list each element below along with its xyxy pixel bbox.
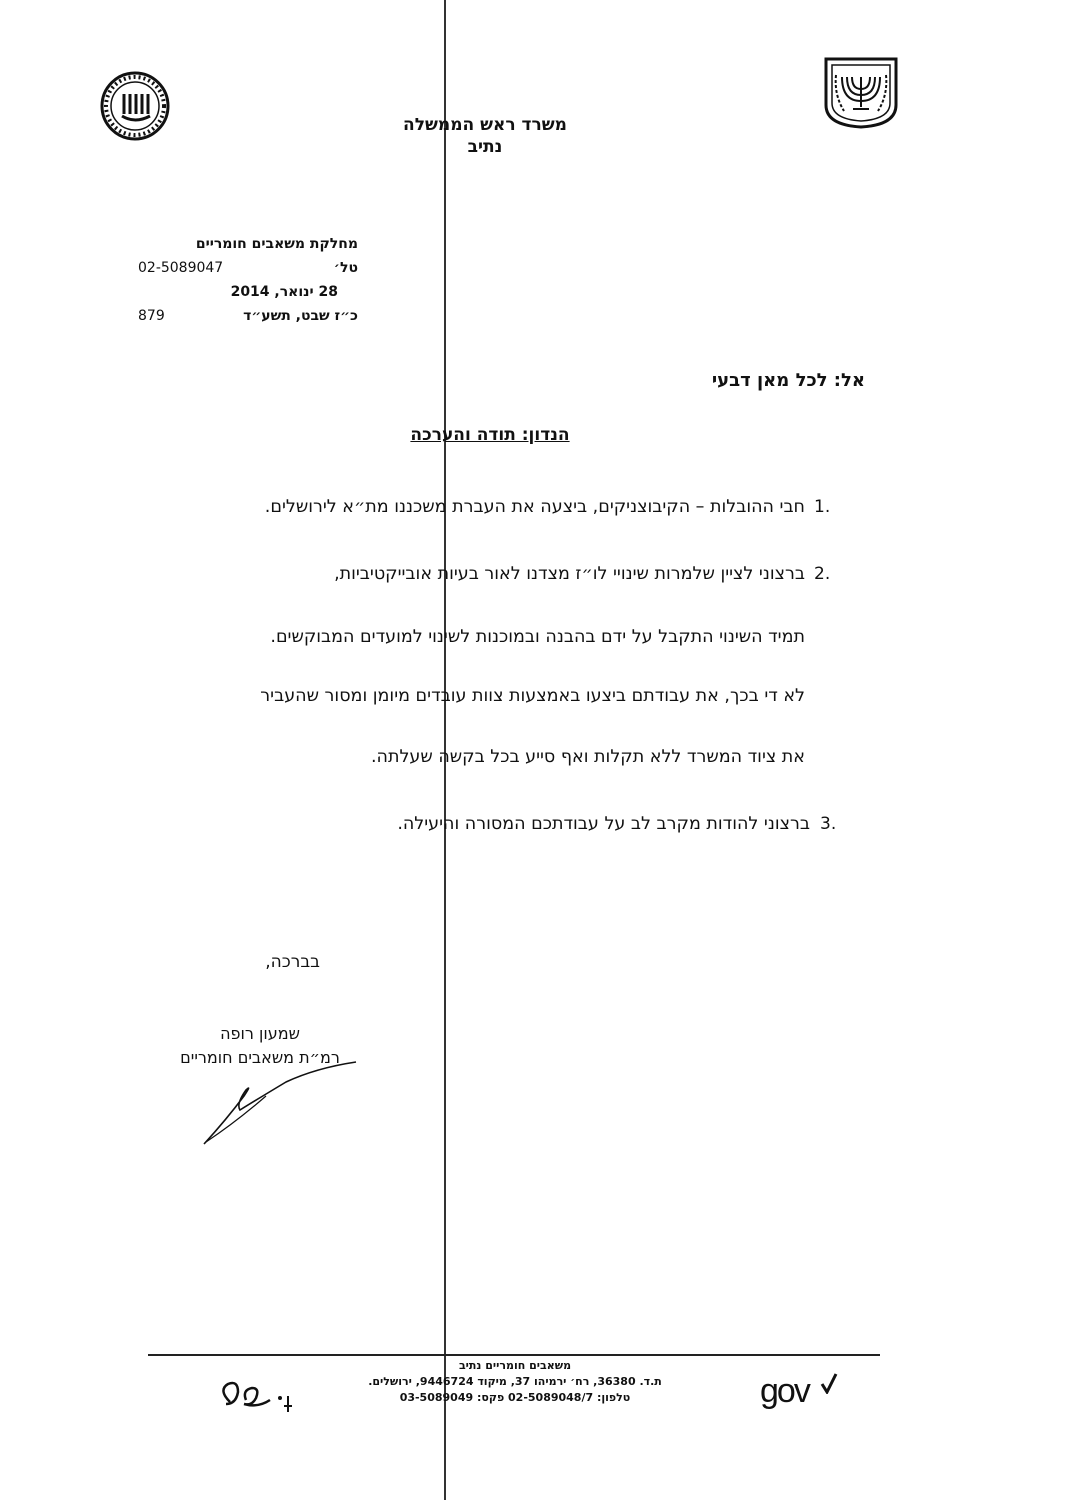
item-1-text: חבי ההובלות – הקיבוצניקים, ביצעה את העברת משכננו מת״א לירושלים. — [264, 497, 805, 517]
department-name: מחלקת משאבים חומריים — [195, 236, 358, 252]
subject-line: הנדון: תודה והערכה — [410, 425, 570, 445]
signatory-title: רמ״ת משאבים חומריים — [180, 1048, 340, 1067]
reference-number: 879 — [138, 308, 165, 324]
date-hebrew: כ״ז שבט, תשע״ד — [243, 308, 358, 324]
item-2-line-1: ברצוני לציין שלמרות שינויי לו״ז מצדנו לאור בעיות אובייקטיביות, — [334, 564, 805, 584]
date-gregorian: 28 ינואר, 2014 — [230, 284, 338, 300]
footer-line-2: ת.ד. 36380, רח׳ ירמיהו 37, מיקוד 9446724, ירושלים. — [368, 1375, 662, 1388]
anniversary-logo-icon — [212, 1372, 312, 1422]
item-2-line-2: תמיד השינוי התקבל על ידם בהבנה ובמוכנות לשינוי למועדים המבוקשים. — [270, 627, 805, 647]
letterhead-title — [380, 114, 590, 158]
state-emblem-icon — [822, 55, 900, 129]
gov-logo — [760, 1372, 844, 1422]
gov-logo-text: gov — [760, 1372, 809, 1410]
footer-contact — [330, 1358, 700, 1406]
phone-number: 02-5089047 — [138, 260, 224, 276]
department-seal-icon — [96, 70, 174, 142]
item-3-number: 3. — [820, 814, 837, 834]
phone-label: טל׳ — [333, 260, 358, 276]
addressee: אל: לכל מאן דבעי — [711, 370, 865, 391]
closing-greeting: בברכה, — [265, 952, 320, 972]
footer-line-1: משאבים חומריים נתיב — [458, 1359, 572, 1372]
item-1-number: 1. — [814, 497, 831, 517]
footer-divider — [148, 1354, 880, 1356]
item-2-line-4: את ציוד המשרד ללא תקלות ואף סייע בכל בקשה שעלתה. — [370, 747, 805, 767]
unit-name: נתיב — [467, 137, 503, 157]
signatory-name: שמעון רופה — [220, 1024, 300, 1043]
footer-line-3: טלפון: 02-5089048/7 פקס: 03-5089049 — [399, 1391, 631, 1404]
item-2-line-3: לא די בכך, את עבודתם ביצעו באמצעות צוות עובדים מיומן ומסור שהעביר — [260, 686, 805, 706]
handwritten-signature — [196, 1060, 366, 1150]
item-2-number: 2. — [814, 564, 831, 584]
gov-check-icon — [820, 1372, 838, 1394]
item-3-text: ברצוני להודות מקרב לב על עבודתכם המסורה והיעילה. — [397, 814, 810, 834]
sender-block — [138, 232, 358, 328]
office-name: משרד ראש הממשלה — [403, 115, 567, 135]
